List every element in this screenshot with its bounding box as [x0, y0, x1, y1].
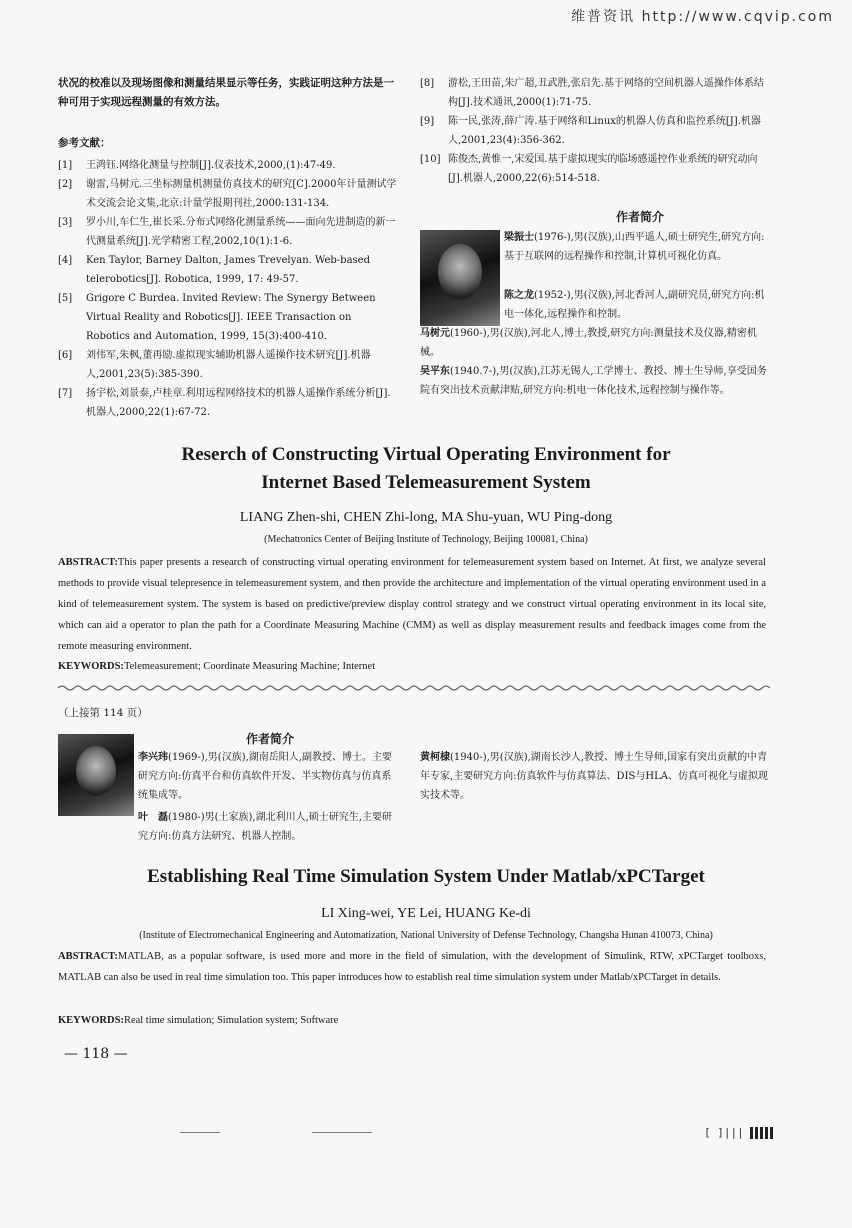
scan-bar	[750, 1127, 753, 1139]
reference-item: [10] 陈俊杰,黄惟一,宋爱国.基于虚拟现实的临场感遥控作业系统的研究动向[J].机器人,2000,22(6):514-518.	[420, 154, 758, 184]
watermark-header: 维普资讯 http://www.cqvip.com	[571, 9, 834, 25]
paper2-authors: LI Xing-wei, YE Lei, HUANG Ke-di	[321, 906, 531, 921]
references-right	[420, 74, 768, 188]
paper2-affiliation: (Institute of Electromechanical Engineering and Automatization, National University of Defense Technology, Changsha Hunan 410073, China)	[139, 930, 713, 941]
author-photo-face	[76, 746, 116, 796]
references-left	[58, 156, 398, 422]
wavy-divider	[58, 684, 770, 692]
scan-bar	[760, 1127, 763, 1139]
author-photo-liang	[420, 230, 500, 326]
author-photo-face	[438, 244, 482, 300]
paper2-abstract: ABSTRACT:MATLAB, as a popular software, is used more and more in the field of simulation, with the development of Simulink, RTW, xPCTarget toolboxs, MATLAB can also be used in real time simulation too. This paper introduces how to establish real time simulation system under Matlab/xPCTarget in details.	[58, 951, 766, 983]
author-intro-title: 作者简介	[615, 210, 664, 224]
paper1-keywords: KEYWORDS:Telemeasurement; Coordinate Measuring Machine; Internet	[58, 661, 376, 672]
reference-item: [1] 王鸿钰.网络化测量与控制[J].仪表技术,2000,(1):47-49.	[58, 160, 336, 171]
author-bio-wu: 吴平东(1940.7-),男(汉族),江苏无锡人,工学博士、教授、博士生导师,享受国务院有突出技术贡献津贴,研究方向:机电一体化技术,远程控制与操作等。	[420, 366, 767, 396]
reference-item: [8] 游松,王田苗,朱广超,丑武胜,张启先.基于网络的空间机器人遥操作体系结构[J].技术通讯,2000(1):71-75.	[420, 78, 764, 108]
author-bio-ye: 叶 磊(1980-)男(土家族),湖北利川人,硕士研究生,主要研究方向:仿真方法研究、机器人控制。	[138, 812, 392, 842]
reference-item: [9] 陈一民,张涛,薛广涛.基于网络和Linux的机器人仿真和监控系统[J].机器人,2001,23(4):356-362.	[420, 116, 761, 146]
paper1-affiliation: (Mechatronics Center of Beijing Institute of Technology, Beijing 100081, China)	[264, 534, 588, 545]
author-bio-li: 李兴玮(1969-),男(汉族),湖南岳阳人,副教授、博士。主要研究方向:仿真平台和仿真软件开发、半实物仿真与仿真系统集成等。	[138, 752, 392, 801]
paper1-abstract: ABSTRACT:This paper presents a research of constructing virtual operating environment for telemeasurement system based on Internet. At first, we analyze several methods to provide visual telepresence in telemeasurement system, and then provide the architecture and implementation of the virtual operating environment used in a kind of telemeasurement system. The system is based on predictive/preview display control strategy and we construct virtual operating environment in its local site, which can aid a operator to plan the path for a Coordinate Measuring Machine (CMM) as well as display measurement results and feedback images come from the remote measuring environment.	[58, 557, 766, 652]
author-bio-huang: 黄柯棣(1940-),男(汉族),湖南长沙人,教授、博士生导师,国家有突出贡献的中青年专家,主要研究方向:仿真软件与仿真算法、DIS与HLA、仿真可视化与虚拟现实技术等。	[420, 752, 768, 801]
page-number: — 118 —	[64, 1046, 128, 1062]
continued-from-note: （上接第 114 页）	[58, 707, 148, 719]
paper1-title-line1: Reserch of Constructing Virtual Operating Environment for	[181, 444, 671, 465]
intro-paragraph: 状况的校准以及现场图像和测量结果显示等任务，实践证明这种方法是一种可用于实现远程测量的有效方法。	[58, 77, 394, 108]
scan-bar	[770, 1127, 773, 1139]
author-photo-li	[58, 734, 134, 816]
reference-item: [3] 罗小川,车仁生,崔长采.分布式网络化测量系统——面向先进制造的新一代测量系统[J].光学精密工程,2002,10(1):1-6.	[58, 217, 396, 247]
paper2-title: Establishing Real Time Simulation System Under Matlab/xPCTarget	[147, 866, 705, 887]
footer-scan-bars: [ ]|||	[704, 1126, 775, 1139]
author-intro-title-2: 作者简介	[245, 732, 294, 746]
author-bio-ma: 马树元(1960-),男(汉族),河北人,博士,教授,研究方向:测量技术及仪器,精密机械。	[420, 328, 757, 358]
author-bio-liang: 梁振士(1976-),男(汉族),山西平遥人,硕士研究生,研究方向:基于互联网的远程操作和控制,计算机可视化仿真。	[504, 232, 765, 262]
scan-bar	[765, 1127, 768, 1139]
references-title: 参考文献：	[58, 137, 111, 149]
reference-item: [2] 谢雷,马树元.三坐标测量机测量仿真技术的研究[C].2000年计量测试学术交流会论文集,北京:计量学报期刊社,2000:131-134.	[58, 179, 397, 209]
reference-item: [7] 扬宇松,刘景泰,卢桂章.利用远程网络技术的机器人遥操作系统分析[J].机器人,2000,22(1):67-72.	[58, 388, 391, 418]
reference-item: [5] Grigore C Burdea. Invited Review: The Synergy Between Virtual Reality and Robotics[J]. IEEE Transaction on Robotics and Automation, 1999, 15(3):400-410.	[58, 293, 376, 342]
paper1-authors: LIANG Zhen-shi, CHEN Zhi-long, MA Shu-yuan, WU Ping-dong	[239, 510, 613, 525]
author-bio-chen: 陈之龙(1952-),男(汉族),河北香河人,副研究员,研究方向:机电一体化,远程操作和控制。	[504, 290, 765, 320]
scan-mark	[312, 1132, 372, 1133]
reference-item: [6] 刘伟军,朱枫,董再励.虚拟现实辅助机器人遥操作技术研究[J].机器人,2001,23(5):385-390.	[58, 350, 371, 380]
paper2-keywords: KEYWORDS:Real time simulation; Simulation system; Software	[58, 1015, 339, 1026]
reference-item: [4] Ken Taylor, Barney Dalton, James Trevelyan. Web-based telerobotics[J]. Robotica, 1999, 17: 49-57.	[58, 255, 370, 285]
scan-bar	[755, 1127, 758, 1139]
scan-mark	[180, 1132, 220, 1133]
paper1-title-line2: Internet Based Telemeasurement System	[261, 472, 591, 493]
